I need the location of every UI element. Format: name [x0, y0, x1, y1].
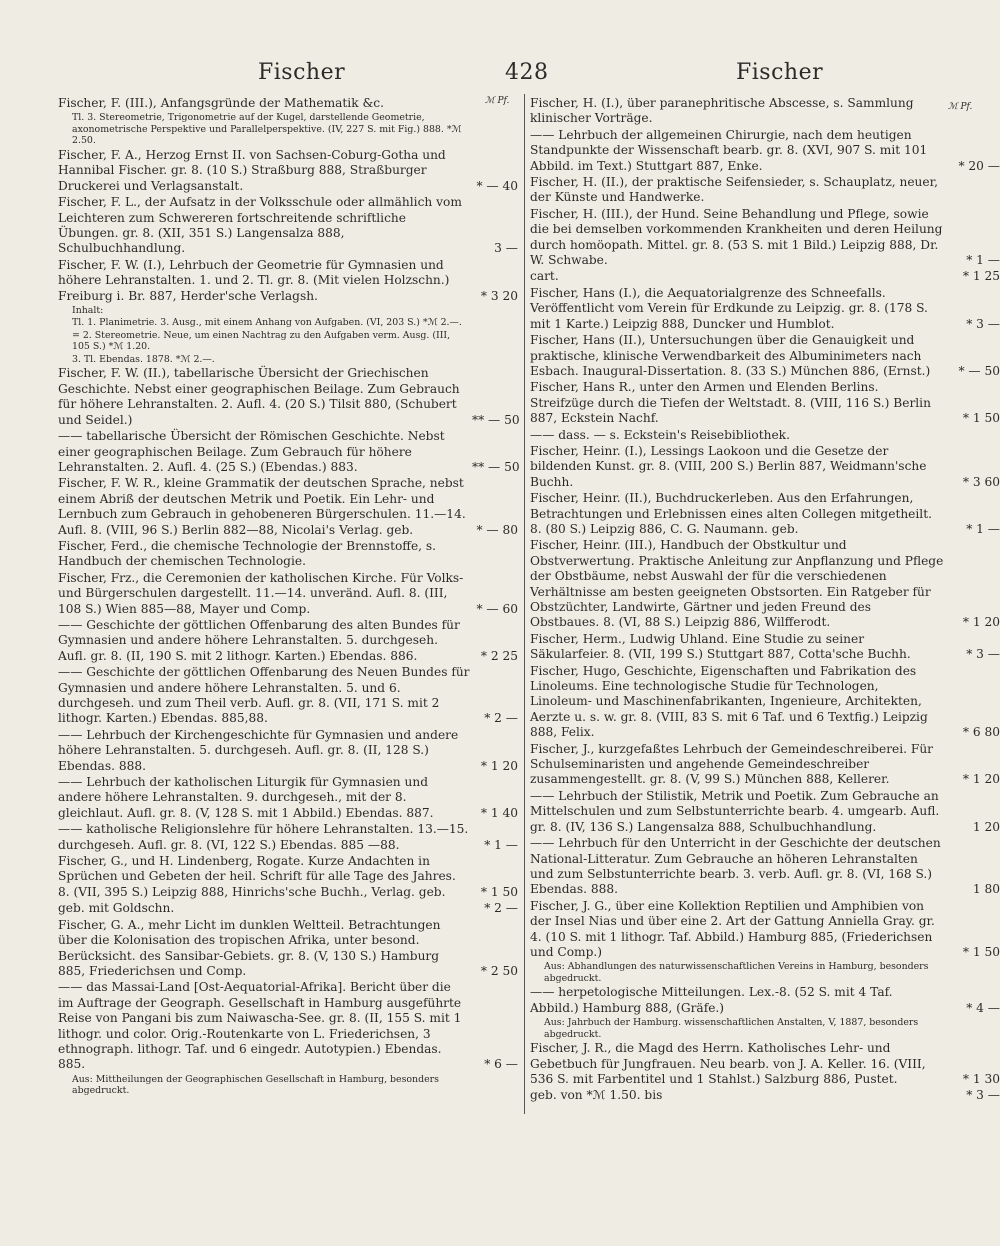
column-divider — [524, 94, 525, 1114]
entry-price: * 1 — — [966, 253, 1000, 268]
entry-price: 3 — — [494, 241, 518, 256]
catalog-entry — [530, 491, 1000, 537]
entry-text: Fischer, F. W. (II.), tabellarische Übersicht der Griechischen Geschichte. Nebst einer geographischen Beilage. Zum Gebrauch für höhere Lehranstalten. 2. Aufl. 4. (20 S.) Tilsit 880, (Schubert und Seidel.) — [58, 366, 460, 427]
entry-text: cart. — [530, 269, 559, 284]
catalog-entry — [58, 822, 518, 853]
entry-text: —— tabellarische Übersicht der Römischen Geschichte. Nebst einer geographischen Beilage. Zum Gebrauch für höhere Lehranstalten. 2. Aufl. 4. (25 S.) (Ebendas.) 883. — [58, 429, 445, 474]
entry-price: * 1 50 — [480, 884, 518, 899]
entry-text: Fischer, H. (I.), über paranephritische Abscesse, s. Sammlung klinischer Vorträge. — [530, 96, 914, 126]
catalog-entry — [58, 148, 518, 194]
catalog-entry — [530, 836, 1000, 898]
entry-price: * 2 50 — [480, 963, 518, 978]
catalog-entry — [58, 918, 518, 980]
catalog-entry — [58, 476, 518, 538]
catalog-note — [530, 1017, 944, 1040]
catalog-note — [58, 354, 518, 366]
catalog-entry — [530, 788, 1000, 835]
entry-price: * 6 80 — [962, 725, 1000, 740]
entry-text: Fischer, Heinr. (I.), Lessings Laokoon und die Gesetze der bildenden Kunst. gr. 8. (VIII, 200 S.) Berlin 887, Weidmann'sche Buchh. — [530, 443, 927, 489]
entry-text: 3. Tl. Ebendas. 1878. *ℳ 2.—. — [72, 353, 215, 365]
entry-text: Fischer, F. A., Herzog Ernst II. von Sachsen-Coburg-Gotha und Hannibal Fischer. gr. 8. (10 S.) Straßburg 888, Straßburger Druckerei und Verlagsanstalt. — [58, 147, 446, 193]
running-head-left: Fischer — [258, 60, 346, 85]
catalog-entry — [58, 618, 518, 664]
entry-text: Fischer, F. W. R., kleine Grammatik der deutschen Sprache, nebst einem Abriß der deutschen Metrik und Poetik. Ein Lehr- und Lernbuch zum Gebrauch in gehobeneren Bürgerschulen. 11.—14. Aufl. 8. (VIII, 96 S.) Berlin 882—88, Nicolai's Verlag. geb. — [58, 476, 466, 537]
entry-text: Fischer, Heinr. (III.), Handbuch der Obstkultur und Obstverwertung. Praktische Anleitung zur Anpflanzung und Pflege der Obstbäume, nebst Auswahl der für die verschiedenen Verhältnisse am besten geeigneten Obstsorten. Ein Ratgeber für Obstzüchter, Landwirte, Gärtner und jeden Freund des Obstbaues. 8. (VI, 88 S.) Leipzig 886, Wilfferodt. — [530, 538, 944, 630]
entry-text: Fischer, J. G., über eine Kollektion Reptilien und Amphibien von der Insel Nias und über eine 2. Art der Gattung Anniella Gray. gr. 4. (10 S. mit 1 lithogr. Taf. Abbild.) Hamburg 885, (Friederichsen und Comp.) — [530, 898, 935, 959]
entry-price: * 4 — — [966, 1000, 1000, 1015]
entry-text: Fischer, Hans (II.), Untersuchungen über die Genauigkeit und praktische, klinische Verwendbarkeit des Albuminimeters nach Esbach. Inaugural-Dissertation. 8. (33 S.) München 886, (Ernst.) — [530, 333, 931, 378]
entry-text: Fischer, F. L., der Aufsatz in der Volksschule oder allmählich vom Leichteren zum Schwereren fortschreitende schriftliche Übungen. gr. 8. (XII, 351 S.) Langensalza 888, Schulbuchhandlung. — [58, 195, 462, 256]
entry-text: —— herpetologische Mitteilungen. Lex.-8. (52 S. mit 4 Taf. Abbild.) Hamburg 888, (Gräfe.) — [530, 985, 893, 1015]
catalog-note — [58, 112, 518, 147]
catalog-entry — [530, 380, 1000, 426]
entry-text: Fischer, J., kurzgefaßtes Lehrbuch der Gemeindeschreiberei. Für Schulseminaristen und angehende Gemeindeschreiber zusammengestellt. gr. 8. (V, 99 S.) München 888, Kellerer. — [530, 741, 934, 787]
entry-price: * 3 60 — [962, 474, 1000, 489]
entry-price: * — 50 — [958, 363, 1000, 378]
catalog-entry — [530, 663, 1000, 741]
entry-text: Aus: Abhandlungen des naturwissenschaftlichen Vereins in Hamburg, besonders abgedruckt. — [544, 961, 929, 984]
left-column — [58, 96, 518, 1098]
entry-text: —— katholische Religionslehre für höhere Lehranstalten. 13.—15. durchgeseh. Aufl. gr. 8. (VI, 122 S.) Ebendas. 885 —88. — [58, 822, 469, 852]
catalog-entry — [58, 195, 518, 257]
catalog-entry — [58, 775, 518, 821]
entry-price: * 1 20 — [962, 615, 1000, 630]
entry-price: * 1 — — [484, 837, 518, 852]
entry-text: Fischer, F. W. (I.), Lehrbuch der Geometrie für Gymnasien und höhere Lehranstalten. 1. und 2. Tl. gr. 8. (Mit vielen Holzschn.) Freiburg i. Br. 887, Herder'sche Verlagsh. — [58, 257, 450, 303]
entry-text: Fischer, F. (III.), Anfangsgründe der Mathematik &c. — [58, 96, 385, 110]
entry-text: geb. von *ℳ 1.50. bis — [530, 1088, 663, 1103]
entry-price: * 1 50 — [962, 944, 1000, 959]
catalog-entry — [530, 428, 944, 443]
entry-text: = 2. Stereometrie. Neue, um einen Nachtrag zu den Aufgaben verm. Ausg. (III, 105 S.) *ℳ 1.20. — [72, 329, 451, 353]
entry-price: * 2 25 — [480, 648, 518, 663]
catalog-entry — [530, 333, 1000, 379]
catalog-entry — [58, 571, 518, 617]
entry-text: Fischer, Hugo, Geschichte, Eigenschaften und Fabrikation des Linoleums. Eine technologische Studie für Technologen, Linoleum- und Maschinenfabrikanten, Ingenieure, Architekten, Aerzte u. s. w. gr. 8. (VIII, 83 S. mit 6 Taf. und 6 Textfig.) Leipzig 888, Felix. — [530, 663, 928, 740]
entry-price: * — 40 — [476, 178, 518, 193]
entry-text: Fischer, Herm., Ludwig Uhland. Eine Studie zu seiner Säkularfeier. 8. (VII, 199 S.) Stuttgart 887, Cotta'sche Buchh. — [530, 631, 911, 662]
entry-text: —— Lehrbuch der katholischen Liturgik für Gymnasien und andere höhere Lehranstalten. 9. durchgeseh., mit der 8. gleichlaut. Aufl. gr. 8. (V, 128 S. mit 1 Abbild.) Ebendas. 887. — [58, 775, 434, 820]
entry-text: Fischer, J. R., die Magd des Herrn. Katholisches Lehr- und Gebetbuch für Jungfrauen. Neu bearb. von J. A. Keller. 16. (VIII, 536 S. mit Farbentitel und 1 Stahlst.) Salzburg 886, Pustet. — [530, 1041, 926, 1086]
catalog-note — [58, 1074, 518, 1097]
catalog-note — [58, 330, 518, 353]
entry-text: Fischer, Ferd., die chemische Technologie der Brennstoffe, s. Handbuch der chemischen Technologie. — [58, 538, 437, 569]
catalog-entry — [530, 269, 1000, 284]
entry-price: * 1 50 — [962, 411, 1000, 426]
catalog-entry — [530, 985, 1000, 1016]
entry-text: Fischer, Frz., die Ceremonien der katholischen Kirche. Für Volks- und Bürgerschulen dargestellt. 11.—14. unveränd. Aufl. 8. (III, 108 S.) Wien 885—88, Mayer und Comp. — [58, 570, 464, 616]
entry-text: —— das Massai-Land [Ost-Aequatorial-Afrika]. Bericht über die im Auftrage der Geograph. Gesellschaft in Hamburg ausgeführte Reise von Pangani bis zum Naiwascha-See. gr. 8. (II, 155 S. mit 1 lithogr. und color. Orig.-Routenkarte von L. Friederichsen, 3 ethnograph. lithogr. Taf. und 6 eingedr. Autotypien.) Ebendas. 885. — [58, 980, 462, 1072]
entry-text: geb. mit Goldschn. — [58, 901, 175, 916]
entry-price: * 1 25 — [962, 269, 1000, 284]
entry-price: * 1 — — [966, 521, 1000, 536]
entry-text: Aus: Jahrbuch der Hamburg. wissenschaftlichen Anstalten, V, 1887, besonders abgedruckt. — [544, 1017, 919, 1040]
catalog-entry — [530, 175, 944, 206]
entry-price: 1 20 — [972, 819, 1000, 834]
catalog-note — [58, 317, 518, 329]
entry-price: * 3 20 — [480, 288, 518, 303]
catalog-entry — [530, 898, 1000, 961]
entry-price: * 1 30 — [962, 1071, 1000, 1086]
price-unit-header-right: ℳ Pf. — [948, 102, 973, 112]
catalog-entry — [530, 127, 1000, 174]
entry-text: Fischer, G., und H. Lindenberg, Rogate. Kurze Andachten in Sprüchen und Gebeten der heil. Schrift für alle Tage des Jahres. 8. (VII, 395 S.) Leipzig 888, Hinrichs'sche Buchh., Verlag. geb. — [58, 854, 456, 899]
catalog-entry — [530, 443, 1000, 490]
entry-price: * 3 — — [966, 316, 1000, 331]
entry-text: —— Lehrbuch für den Unterricht in der Geschichte der deutschen National-Litteratur. Zum Gebrauche an höheren Lehranstalten und zum Selbstunterrichte bearb. 3. verb. Aufl. gr. 8. (VI, 168 S.) Ebendas. 888. — [530, 836, 941, 897]
catalog-entry — [58, 728, 518, 774]
entry-text: —— Lehrbuch der Kirchengeschichte für Gymnasien und andere höhere Lehranstalten. 5. durchgeseh. Aufl. gr. 8. (II, 128 S.) Ebendas. 888. — [58, 727, 459, 773]
entry-price: * 2 — — [484, 901, 518, 916]
entry-text: —— dass. — s. Eckstein's Reisebibliothek. — [530, 427, 790, 442]
catalog-entry — [530, 1088, 1000, 1103]
catalog-note — [530, 961, 944, 984]
entry-text: Fischer, H. (III.), der Hund. Seine Behandlung und Pflege, sowie die bei demselben vorkommenden Krankheiten und deren Heilung durch homöopath. Mittel. gr. 8. (53 S. mit 1 Bild.) Leipzig 888, Dr. W. Schwabe. — [530, 206, 943, 268]
catalog-entry — [58, 96, 518, 111]
catalog-entry — [530, 1041, 1000, 1087]
entry-text: Fischer, Heinr. (II.), Buchdruckerleben. Aus den Erfahrungen, Betrachtungen und Erlebnissen eines alten Collegen mitgetheilt. 8. (80 S.) Leipzig 886, C. G. Naumann. geb. — [530, 491, 932, 536]
entry-text: —— Lehrbuch der allgemeinen Chirurgie, nach dem heutigen Standpunkte der Wissenschaft bearb. gr. 8. (XVI, 907 S. mit 101 Abbild. im Text.) Stuttgart 887, Enke. — [530, 127, 928, 173]
catalog-entry — [58, 539, 518, 570]
catalog-entry — [58, 366, 518, 428]
page-number: 428 — [505, 60, 549, 85]
catalog-entry — [530, 741, 1000, 788]
entry-price: * 3 — — [966, 647, 1000, 662]
price-unit-header-left: ℳ Pf. — [485, 96, 510, 106]
catalog-entry — [58, 258, 518, 304]
entry-text: Fischer, Hans R., unter den Armen und Elenden Berlins. Streifzüge durch die Tiefen der Weltstadt. 8. (VIII, 116 S.) Berlin 887, Eckstein Nachf. — [530, 380, 931, 426]
catalog-entry — [58, 429, 518, 475]
entry-price: * 1 40 — [480, 805, 518, 820]
entry-price: * — 60 — [476, 601, 518, 616]
entry-text: —— Lehrbuch der Stilistik, Metrik und Poetik. Zum Gebrauche an Mittelschulen und zum Selbstunterrichte bearb. 4. umgearb. Aufl. gr. 8. (IV, 136 S.) Langensalza 888, Schulbuchhandlung. — [530, 788, 940, 834]
entry-price: * 3 — — [966, 1088, 1000, 1103]
entry-text: —— Geschichte der göttlichen Offenbarung des Neuen Bundes für Gymnasien und andere höhere Lehranstalten. 5. und 6. durchgeseh. und zum Theil verb. Aufl. gr. 8. (VII, 171 S. mit 2 lithogr. Karten.) Ebendas. 885,88. — [58, 665, 470, 726]
entry-price: ** — 50 — [472, 459, 520, 474]
entry-price: * 1 20 — [962, 772, 1000, 787]
entry-text: —— Geschichte der göttlichen Offenbarung des alten Bundes für Gymnasien und andere höhere Lehranstalten. 5. durchgeseh. Aufl. gr. 8. (II, 190 S. mit 2 lithogr. Karten.) Ebendas. 886. — [58, 617, 460, 663]
entry-price: * — 80 — [476, 522, 518, 537]
entry-text: Fischer, H. (II.), der praktische Seifensieder, s. Schauplatz, neuer, der Künste und Handwerke. — [530, 175, 938, 205]
catalog-entry — [58, 854, 518, 900]
catalog-entry — [530, 538, 1000, 630]
entry-price: ** — 50 — [472, 412, 520, 427]
entry-price: * 2 — — [484, 711, 518, 726]
entry-price: * 1 20 — [480, 758, 518, 773]
catalog-entry — [530, 96, 944, 127]
catalog-entry — [530, 631, 1000, 663]
catalog-entry — [530, 206, 1000, 269]
catalog-entry — [58, 901, 518, 916]
entry-price: * 6 — — [484, 1057, 518, 1072]
entry-text: Aus: Mittheilungen der Geographischen Gesellschaft in Hamburg, besonders abgedruckt. — [72, 1073, 439, 1097]
catalog-note — [58, 305, 518, 317]
entry-price: 1 80 — [972, 882, 1000, 897]
entry-text: Tl. 1. Planimetrie. 3. Ausg., mit einem Anhang von Aufgaben. (VI, 203 S.) *ℳ 2.—. — [72, 317, 462, 329]
catalog-entry — [530, 285, 1000, 332]
entry-price: * 20 — — [958, 158, 1000, 173]
entry-text: Fischer, Hans (I.), die Aequatorialgrenze des Schneefalls. Veröffentlicht vom Verein für Erdkunde zu Leipzig. gr. 8. (178 S. mit 1 Karte.) Leipzig 888, Duncker und Humblot. — [530, 285, 928, 331]
running-head-right: Fischer — [736, 60, 824, 85]
entry-text: Inhalt: — [72, 304, 104, 316]
catalog-entry — [58, 665, 518, 727]
catalog-entry — [58, 980, 518, 1072]
entry-text: Fischer, G. A., mehr Licht im dunklen Weltteil. Betrachtungen über die Kolonisation des tropischen Afrika, unter besond. Berücksicht. des Sansibar-Gebiets. gr. 8. (V, 130 S.) Hamburg 885, Friederichsen und Comp. — [58, 917, 441, 978]
entry-text: Tl. 3. Stereometrie, Trigonometrie auf der Kugel, darstellende Geometrie, axonometrische Perspektive und Parallelperspektive. (IV, 227 S. mit Fig.) 888. *ℳ 2.50. — [72, 112, 462, 147]
